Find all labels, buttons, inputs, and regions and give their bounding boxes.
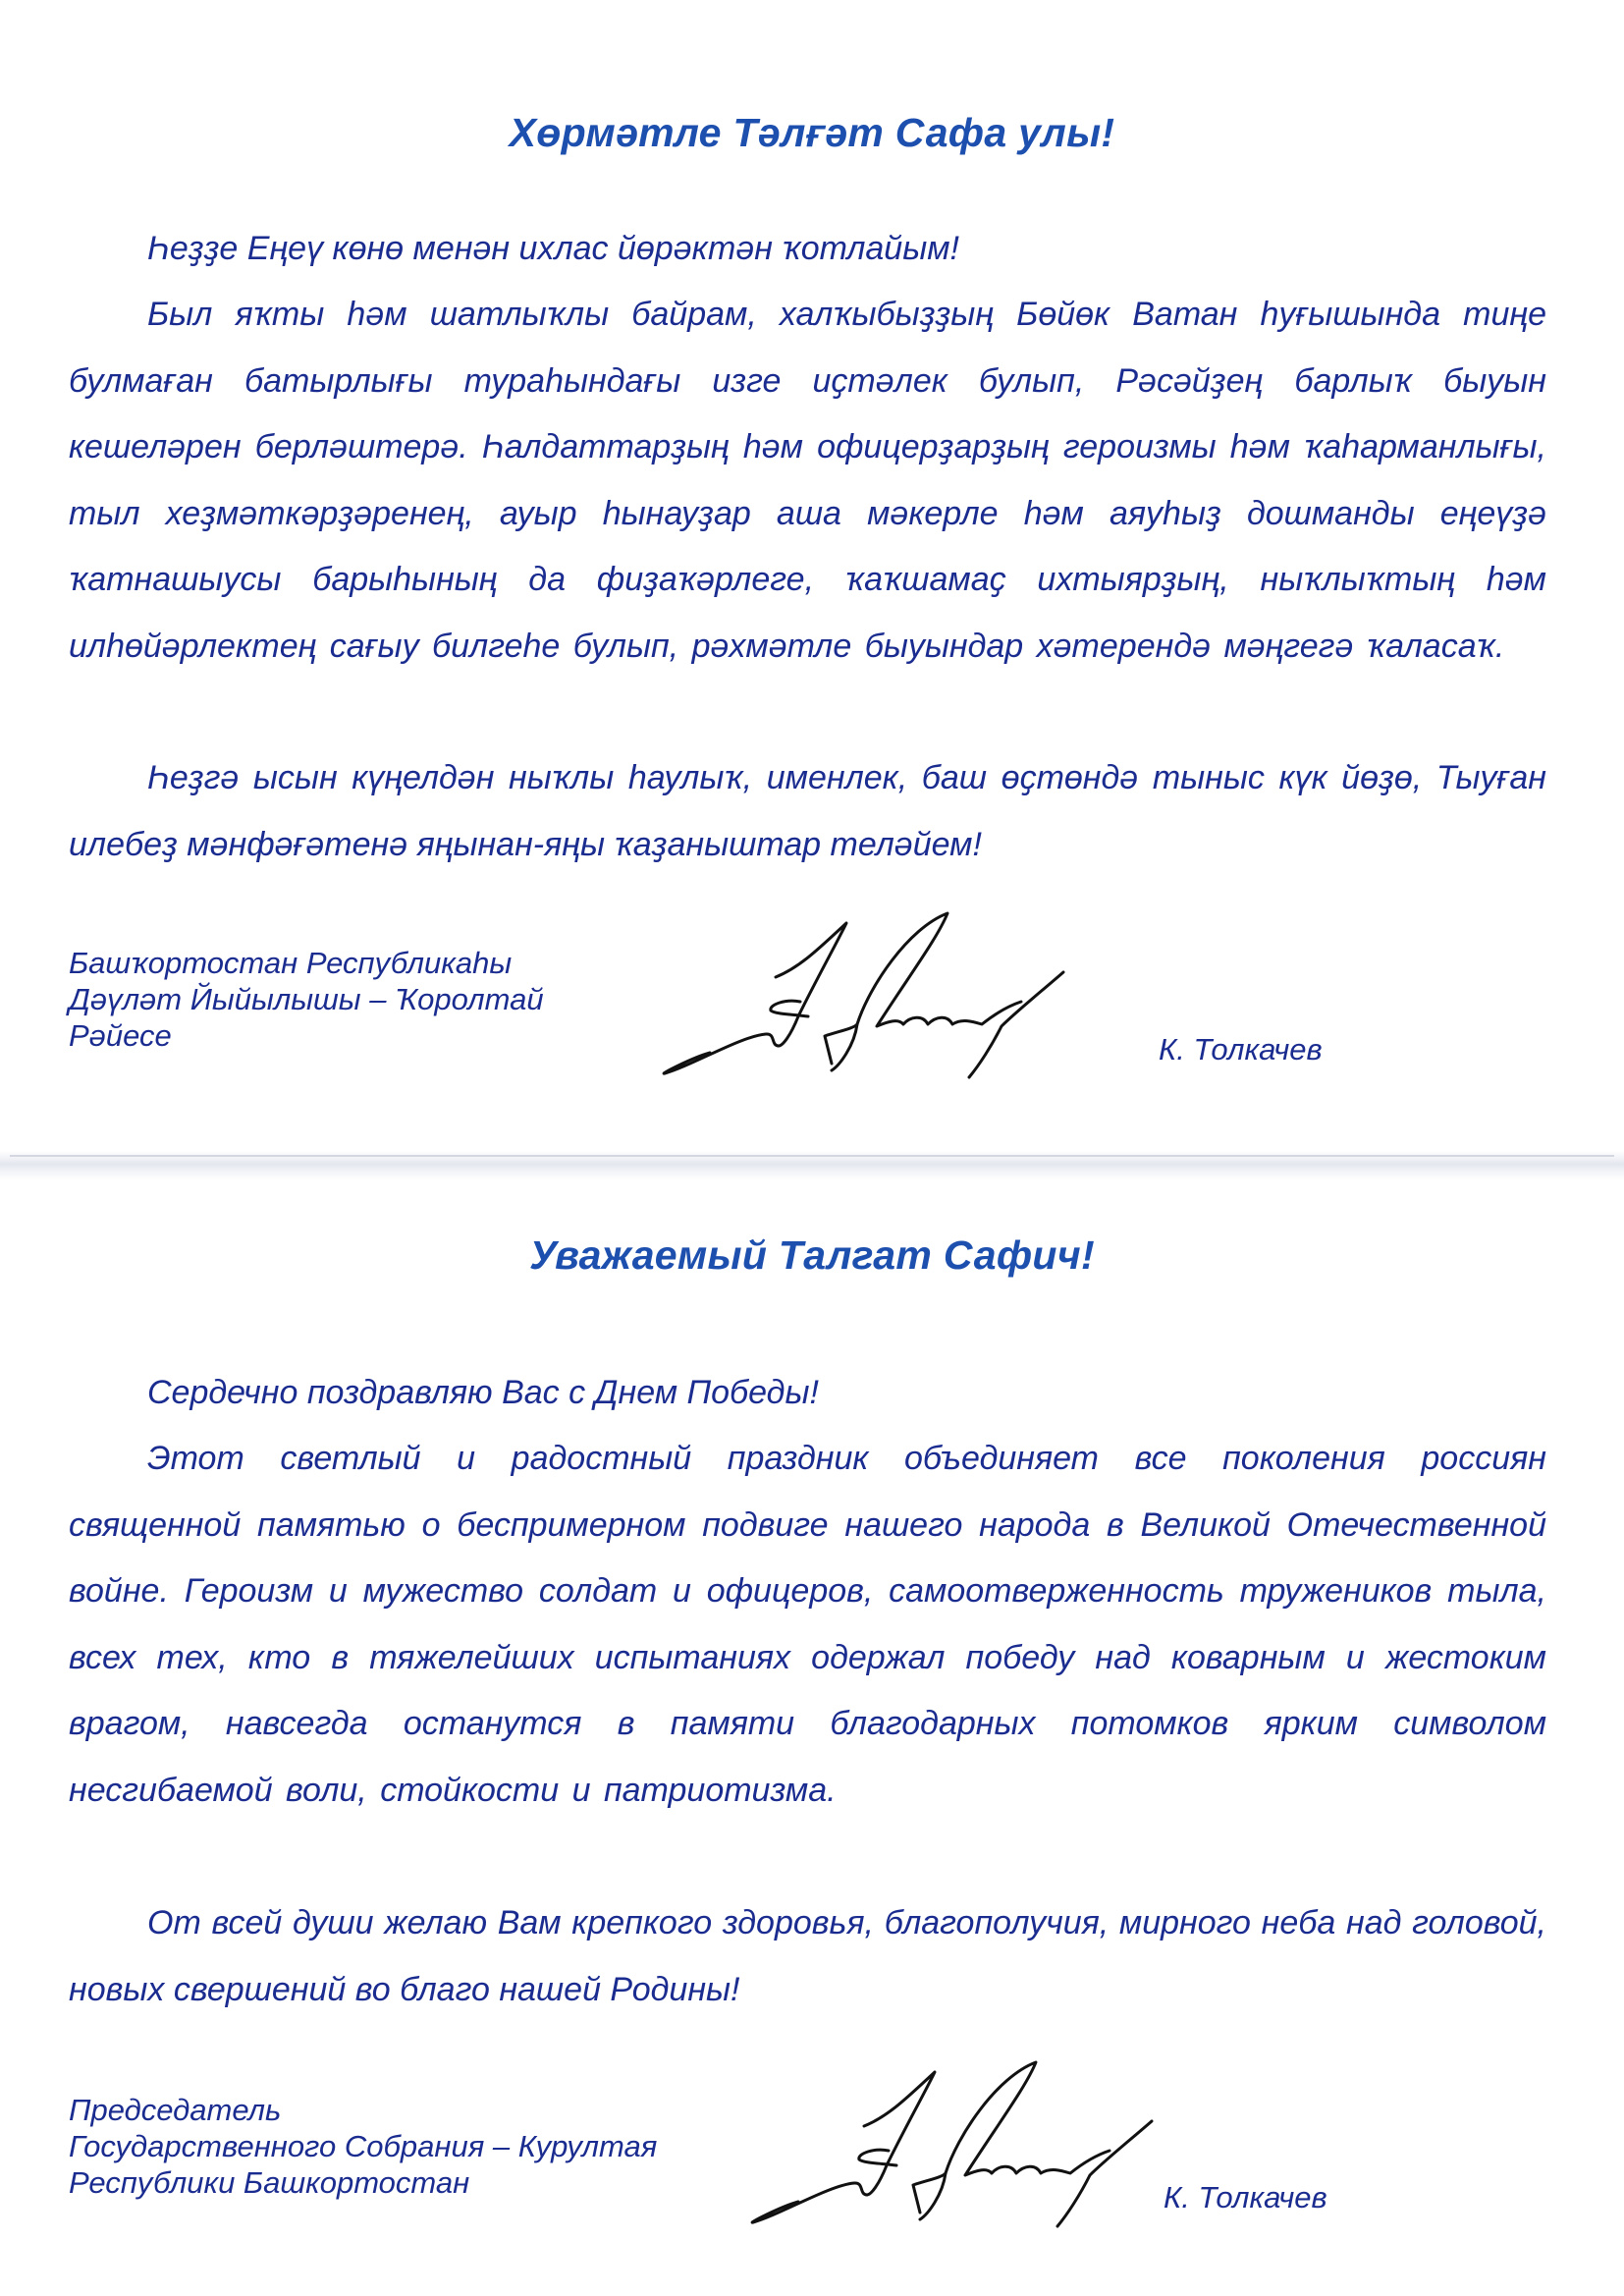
russian-letter xyxy=(0,1174,1624,2296)
handwritten-signature xyxy=(741,2057,1193,2254)
greeting-heading: Хөрмәтле Тәлғәт Сафа улы! xyxy=(509,110,1115,155)
signatory-title-line: Государственного Собрания – Курултая xyxy=(69,2129,658,2163)
signatory-title-line: Башҡортостан Республикаһы xyxy=(69,946,513,980)
signatory-title xyxy=(69,945,544,1054)
paragraph-wishes: Һеҙгә ысын күңелдән ныҡлы һаулыҡ, именлек, баш өҫтөндә тыныс күк йөҙө, Тыуған илебеҙ мәнфәғәтенә яңынан-яңы ҡаҙаныштар теләйем! xyxy=(69,759,1546,863)
signatory-title-line: Дәүләт Йыйылышы – Ҡоролтай xyxy=(69,982,544,1016)
paragraph-body: Этот светлый и радостный праздник объединяет все поколения россиян священной памятью о беспримерном подвиге нашего народа в Великой Отечественной войне. Героизм и мужество солдат и офицеров, самоотверженность тружеников тыла, всех тех, кто в тяжелейших испытаниях одержал победу над коварным и жестоким врагом, навсегда останутся в памяти благодарных потомков ярким символом несгибаемой воли, стойкости и патриотизма. xyxy=(69,1440,1546,1809)
signatory-title-line: Председатель xyxy=(69,2093,282,2127)
signatory-name: К. Толкачев xyxy=(1159,1032,1323,1066)
paragraph-intro: Һеҙҙе Еңеү көнө менән ихлас йөрәктән ҡотлайым! xyxy=(147,230,959,267)
fold-line xyxy=(10,1155,1614,1157)
signatory-title-line: Республики Башкортостан xyxy=(69,2165,470,2200)
signatory-title-line: Рәйесе xyxy=(69,1018,172,1053)
paragraph-wishes: От всей души желаю Вам крепкого здоровья, благополучия, мирного неба над головой, новых свершений во благо нашей Родины! xyxy=(69,1904,1546,2008)
greeting-heading: Уважаемый Талгат Сафич! xyxy=(529,1232,1095,1278)
handwritten-signature xyxy=(653,908,1105,1105)
signatory-name: К. Толкачев xyxy=(1164,2180,1327,2214)
paragraph-intro: Сердечно поздравляю Вас с Днем Победы! xyxy=(147,1374,819,1411)
paragraph-body: Был яҡты һәм шатлыҡлы байрам, халҡыбыҙҙың Бөйөк Ватан һуғышында тиңе булмаған батырлығы тураһындағы изге иҫтәлек булып, Рәсәйҙең барлыҡ быуын кешеләрен берләштерә. Һалдаттарҙың һәм офицерҙарҙың героизмы һәм ҡаһарманлығы, тыл хеҙмәткәрҙәренең, ауыр һынауҙар аша мәкерле һәм аяуһыҙ дошманды еңеүҙә ҡатнашыусы барыһының да фиҙаҡәрлеге, ҡаҡшамаҫ ихтыярҙың, ныҡлыҡтың һәм илһөйәрлектең сағыу билгеһе булып, рәхмәтле быуындар хәтерендә мәңгегә ҡаласаҡ. xyxy=(69,296,1546,665)
signatory-title xyxy=(69,2092,657,2201)
